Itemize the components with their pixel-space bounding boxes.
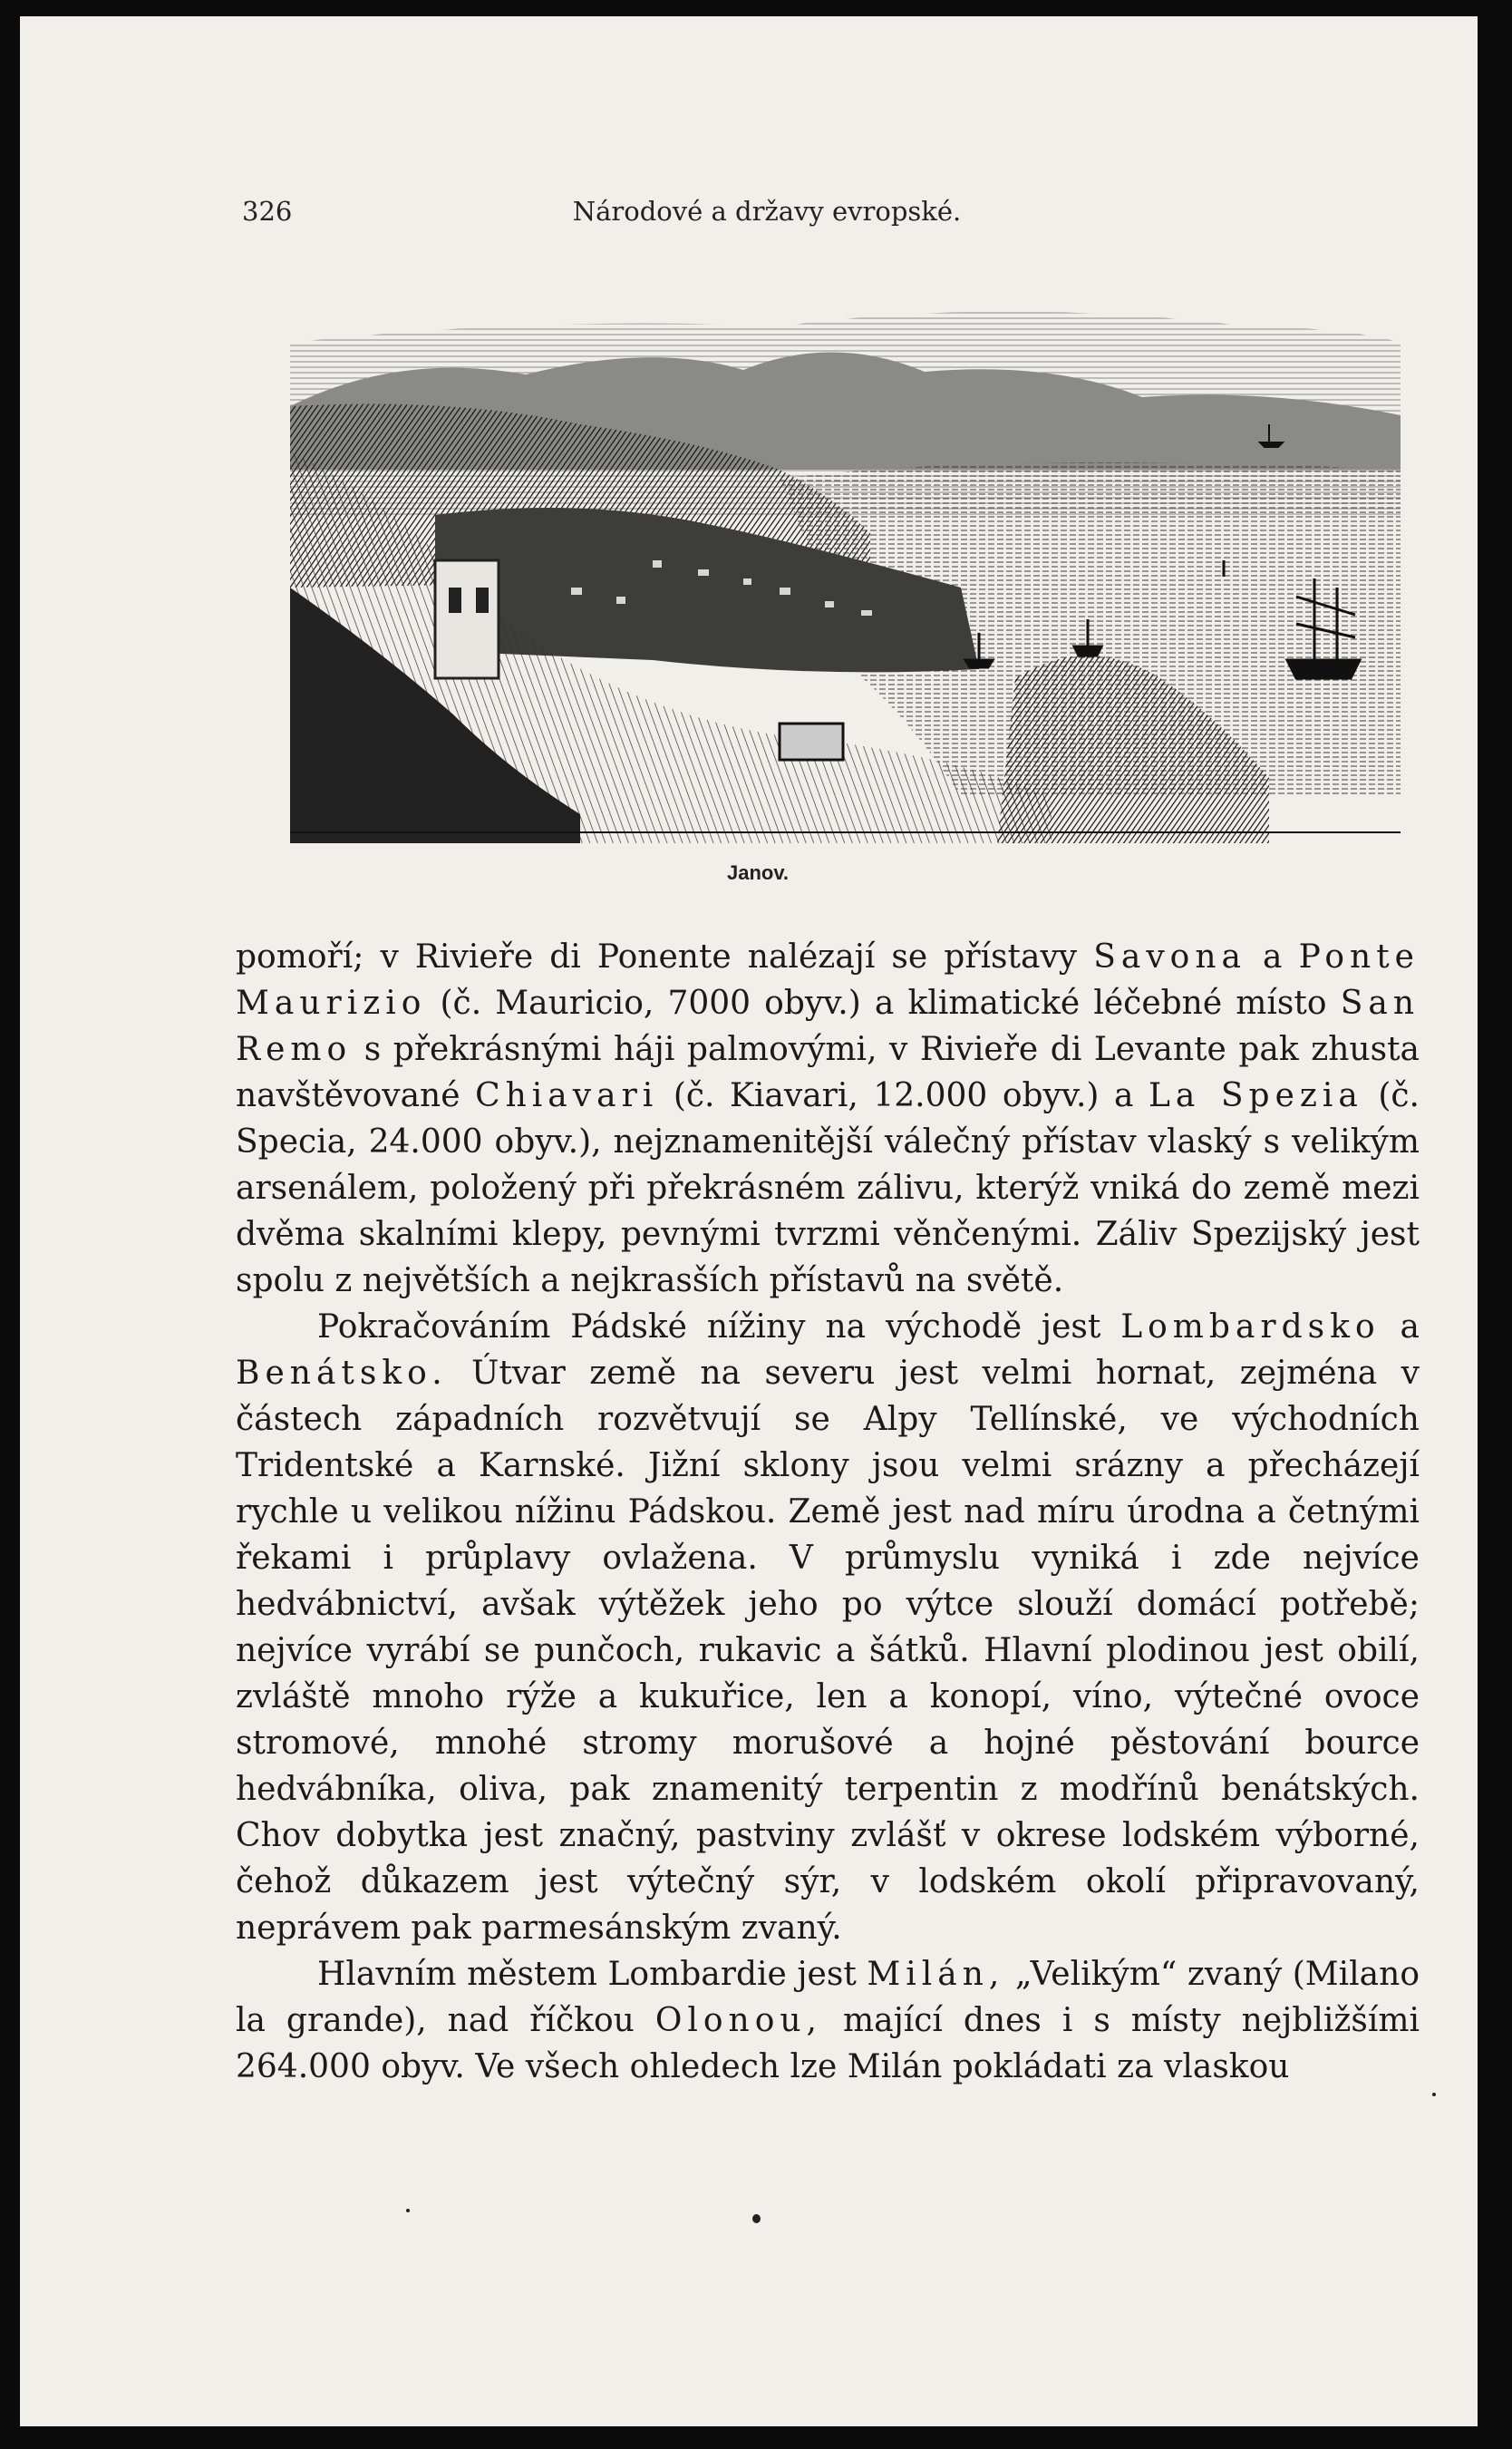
engraving-genoa <box>272 288 1416 843</box>
text-run: mající dnes i s místy nejbližšími 264.000 obyv. Ve všech ohledech lze Milán pokládati za vlaskou <box>236 2002 1420 2085</box>
text-run: (č. Specia, 24.000 obyv.), nejznamenitější válečný přístav vlaský s velikým arsenálem, položený při překrásném zálivu, kterýž vniká do země mezi dvěma skalními klepy, pevnými tvrzmi věnčenými. Záliv Spezijský jest spolu z největších a nejkrasších přístavů na světě. <box>236 1077 1420 1299</box>
spaced-term: Olonou, <box>654 2002 823 2039</box>
ink-speck <box>752 2214 761 2223</box>
spaced-term: San Remo <box>236 985 1420 1068</box>
page-header <box>20 196 1478 232</box>
spaced-term: Benátsko. <box>236 1355 448 1392</box>
text-run: a <box>1245 938 1299 976</box>
spaced-term: Savona <box>1093 938 1246 976</box>
text-run: a <box>1380 1308 1420 1346</box>
ink-speck <box>406 2209 410 2212</box>
paragraph-1 <box>236 934 1420 1304</box>
text-run: s překrásnými háji palmovými, v Rivieře di Levante pak zhusta navštěvované <box>236 1031 1420 1114</box>
text-run: Útvar země na severu jest velmi hornat, zejména v částech západních rozvětvují se Alpy Tellínské, ve východních Tridentské a Karnské. Jižní sklony jsou velmi srázny a přecházejí rychle u velikou nížinu Pádskou. Země jest nad míru úrodna a četnými řekami i průplavy ovlažena. V průmyslu vyniká i zde nejvíce hedvábnictví, avšak výtěžek jeho po výtce slouží domácí potřebě; nejvíce vyrábí se punčoch, rukavic a šátků. Hlavní plodinou jest obilí, zvláště mnoho rýže a kukuřice, len a konopí, víno, výtečné ovoce stromové, mnohé stromy morušové a hojné pěstování bource hedvábníka, oliva, pak znamenitý terpentin z modřínů benátských. Chov dobytka jest značný, pastviny zvlášť v okrese lodském výborné, čehož důkazem jest výtečný sýr, v lodském okolí připravovaný, neprávem pak parmesánským zvaný. <box>236 1355 1420 1947</box>
running-title: Národové a državy evropské. <box>572 196 962 227</box>
figure-caption: Janov. <box>726 861 790 884</box>
ink-speck <box>1432 2093 1436 2096</box>
page-number: 326 <box>242 196 293 227</box>
house <box>435 560 499 678</box>
text-run: „Velikým“ zvaný (Milano la grande), nad říčkou <box>236 1956 1420 2039</box>
stone-wall <box>780 724 843 760</box>
spaced-term: La Spezia <box>1148 1077 1363 1114</box>
spaced-term: Milán, <box>867 1956 1005 1993</box>
text-run: (č. Kiavari, 12.000 obyv.) a <box>658 1077 1149 1114</box>
text-run: Hlavním městem Lombardie jest <box>317 1956 867 1993</box>
spaced-term: Ponte Maurizio <box>236 938 1420 1022</box>
text-run: pomoří; v Rivieře di Ponente nalézají se přístavy <box>236 938 1094 976</box>
text-run: Pokračováním Pádské nížiny na východě jest <box>317 1308 1121 1346</box>
spaced-term: Lombardsko <box>1120 1308 1381 1346</box>
paragraph-2 <box>236 1304 1420 1951</box>
paragraph-3 <box>236 1951 1420 2090</box>
body-text <box>236 934 1420 2090</box>
text-run: (č. Mauricio, 7000 obyv.) a klimatické léčebné místo <box>426 985 1341 1022</box>
spaced-term: Chiavari <box>475 1077 659 1114</box>
book-page <box>20 16 1478 2426</box>
engraving-illustration <box>272 288 1416 843</box>
